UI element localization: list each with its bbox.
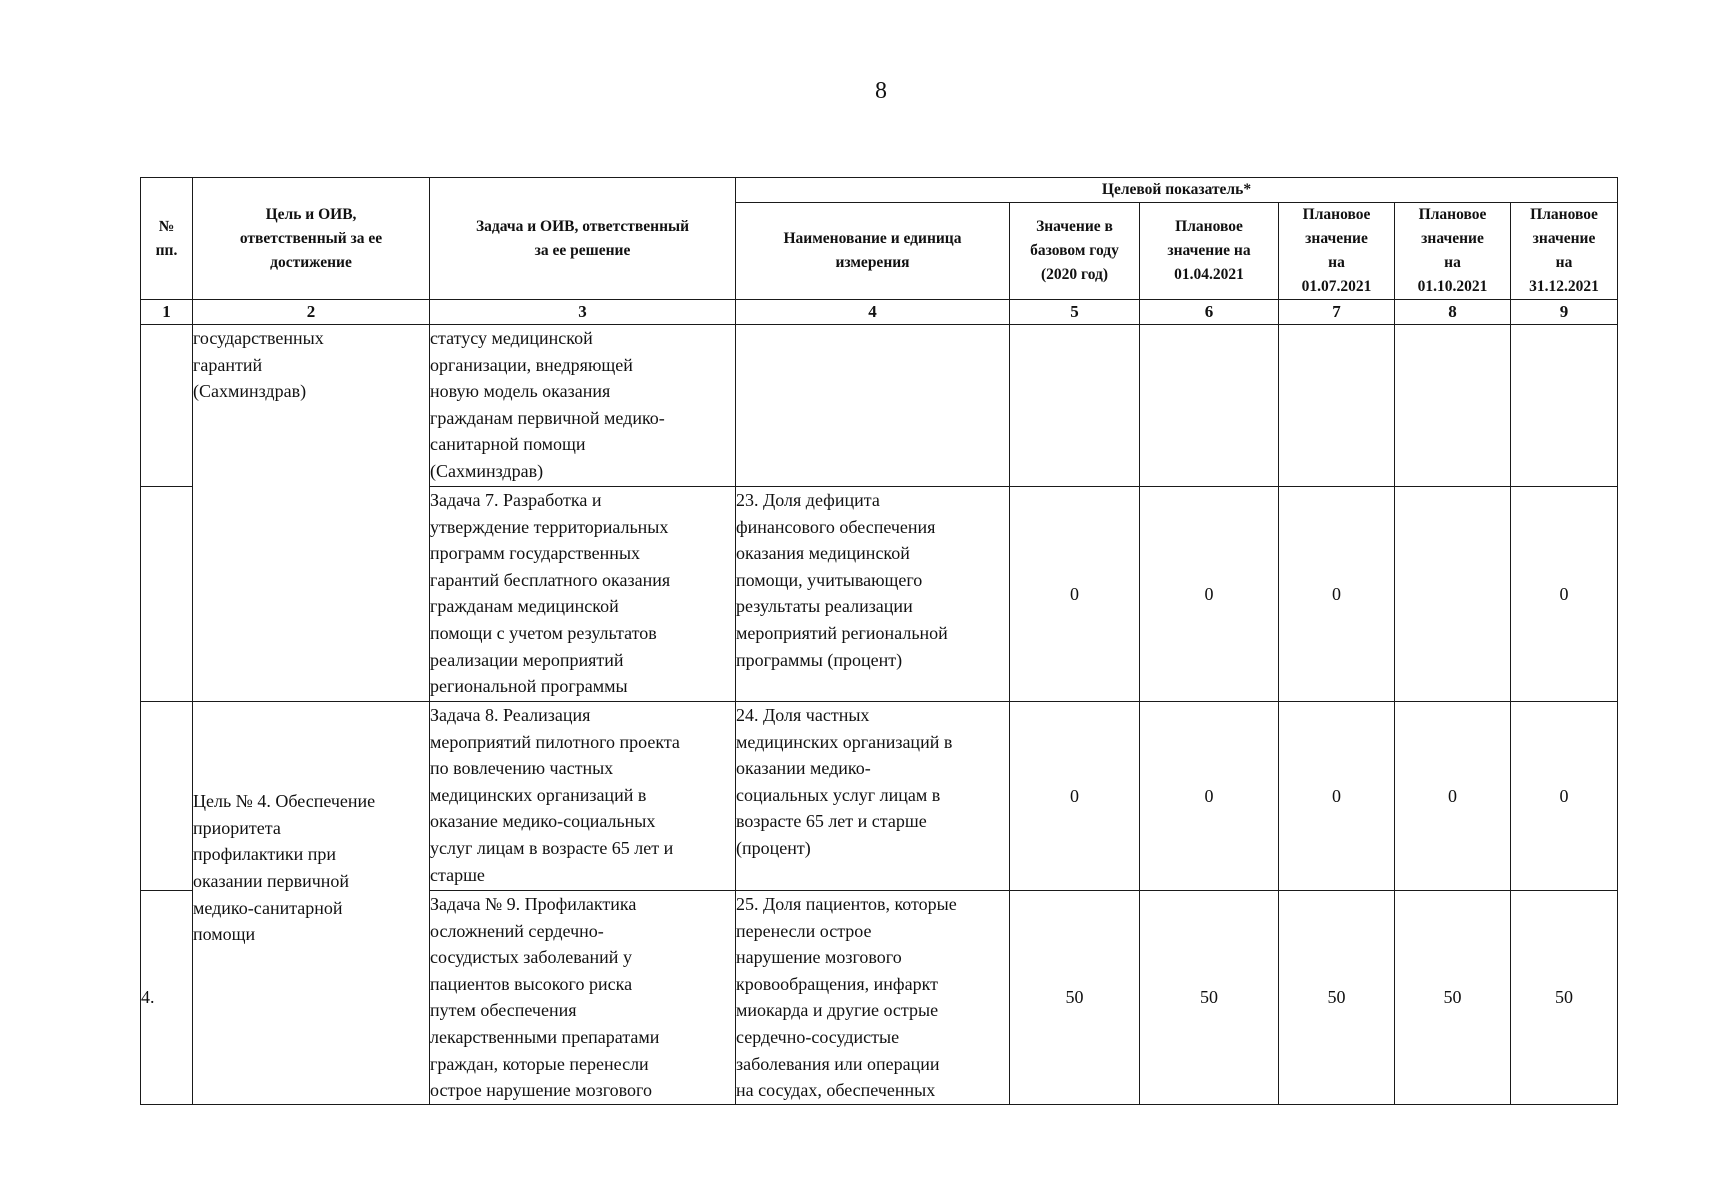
base-value-cell: 0 [1010, 487, 1140, 702]
column-number: 1 [141, 300, 193, 325]
header-plan-q1: Плановое значение на 01.04.2021 [1140, 203, 1279, 300]
plan-q2-cell [1279, 325, 1395, 487]
indicator-cell: 25. Доля пациентов, которые перенесли острое нарушение мозгового кровообращения, инфаркт миокарда и другие острые сердечно-сосудистые заболевания или операции на сосудах, обеспеченных [736, 891, 1010, 1105]
task-cell: Задача № 9. Профилактика осложнений сердечно- сосудистых заболеваний у пациентов высокого риска путем обеспечения лекарственными препаратами граждан, которые перенесли острое нарушение мозгового [430, 891, 736, 1105]
plan-q4-cell [1511, 325, 1618, 487]
header-indicator-name: Наименование и единица измерения [736, 203, 1010, 300]
row-number-cell: 4. [141, 891, 193, 1105]
column-number: 9 [1511, 300, 1618, 325]
plan-q4-cell: 50 [1511, 891, 1618, 1105]
base-value-cell [1010, 325, 1140, 487]
plan-q3-cell [1395, 325, 1511, 487]
goal-cell: государственных гарантий (Сахминздрав) [193, 325, 430, 702]
plan-q2-cell: 0 [1279, 487, 1395, 702]
column-number: 8 [1395, 300, 1511, 325]
header-plan-q2: Плановое значение на 01.07.2021 [1279, 203, 1395, 300]
plan-q1-cell: 0 [1140, 487, 1279, 702]
target-indicators-table [140, 177, 1618, 1105]
plan-q3-cell: 50 [1395, 891, 1511, 1105]
page-number: 8 [875, 78, 887, 104]
base-value-cell: 50 [1010, 891, 1140, 1105]
plan-q1-cell [1140, 325, 1279, 487]
goal-cell: Цель № 4. Обеспечение приоритета профилактики при оказании первичной медико-санитарной помощи [193, 702, 430, 1105]
header-indicator-group: Целевой показатель* [736, 178, 1618, 203]
header-task: Задача и ОИВ, ответственный за ее решение [430, 178, 736, 300]
table-row [141, 325, 1618, 487]
base-value-cell: 0 [1010, 702, 1140, 891]
indicator-cell: 23. Доля дефицита финансового обеспечения оказания медицинской помощи, учитывающего результаты реализации мероприятий региональной программы (процент) [736, 487, 1010, 702]
task-cell: Задача 7. Разработка и утверждение территориальных программ государственных гарантий бесплатного оказания гражданам медицинской помощи с учетом результатов реализации мероприятий региональной программы [430, 487, 736, 702]
plan-q2-cell: 0 [1279, 702, 1395, 891]
column-number: 5 [1010, 300, 1140, 325]
plan-q3-cell: 0 [1395, 702, 1511, 891]
row-number-cell [141, 702, 193, 891]
column-number: 7 [1279, 300, 1395, 325]
column-number: 6 [1140, 300, 1279, 325]
header-num: № пп. [141, 178, 193, 300]
plan-q3-cell [1395, 487, 1511, 702]
column-number: 4 [736, 300, 1010, 325]
indicator-cell: 24. Доля частных медицинских организаций в оказании медико- социальных услуг лицам в возрасте 65 лет и старше (процент) [736, 702, 1010, 891]
column-number: 3 [430, 300, 736, 325]
row-number-cell [141, 487, 193, 702]
table-row [141, 702, 1618, 891]
plan-q4-cell: 0 [1511, 487, 1618, 702]
plan-q1-cell: 0 [1140, 702, 1279, 891]
task-cell: статусу медицинской организации, внедряющей новую модель оказания гражданам первичной медико- санитарной помощи (Сахминздрав) [430, 325, 736, 487]
header-plan-q4: Плановое значение на 31.12.2021 [1511, 203, 1618, 300]
column-number: 2 [193, 300, 430, 325]
header-base-value: Значение в базовом году (2020 год) [1010, 203, 1140, 300]
plan-q2-cell: 50 [1279, 891, 1395, 1105]
plan-q1-cell: 50 [1140, 891, 1279, 1105]
header-plan-q3: Плановое значение на 01.10.2021 [1395, 203, 1511, 300]
indicator-cell [736, 325, 1010, 487]
header-goal: Цель и ОИВ, ответственный за ее достижение [193, 178, 430, 300]
task-cell: Задача 8. Реализация мероприятий пилотного проекта по вовлечению частных медицинских организаций в оказание медико-социальных услуг лицам в возрасте 65 лет и старше [430, 702, 736, 891]
plan-q4-cell: 0 [1511, 702, 1618, 891]
row-number-cell [141, 325, 193, 487]
